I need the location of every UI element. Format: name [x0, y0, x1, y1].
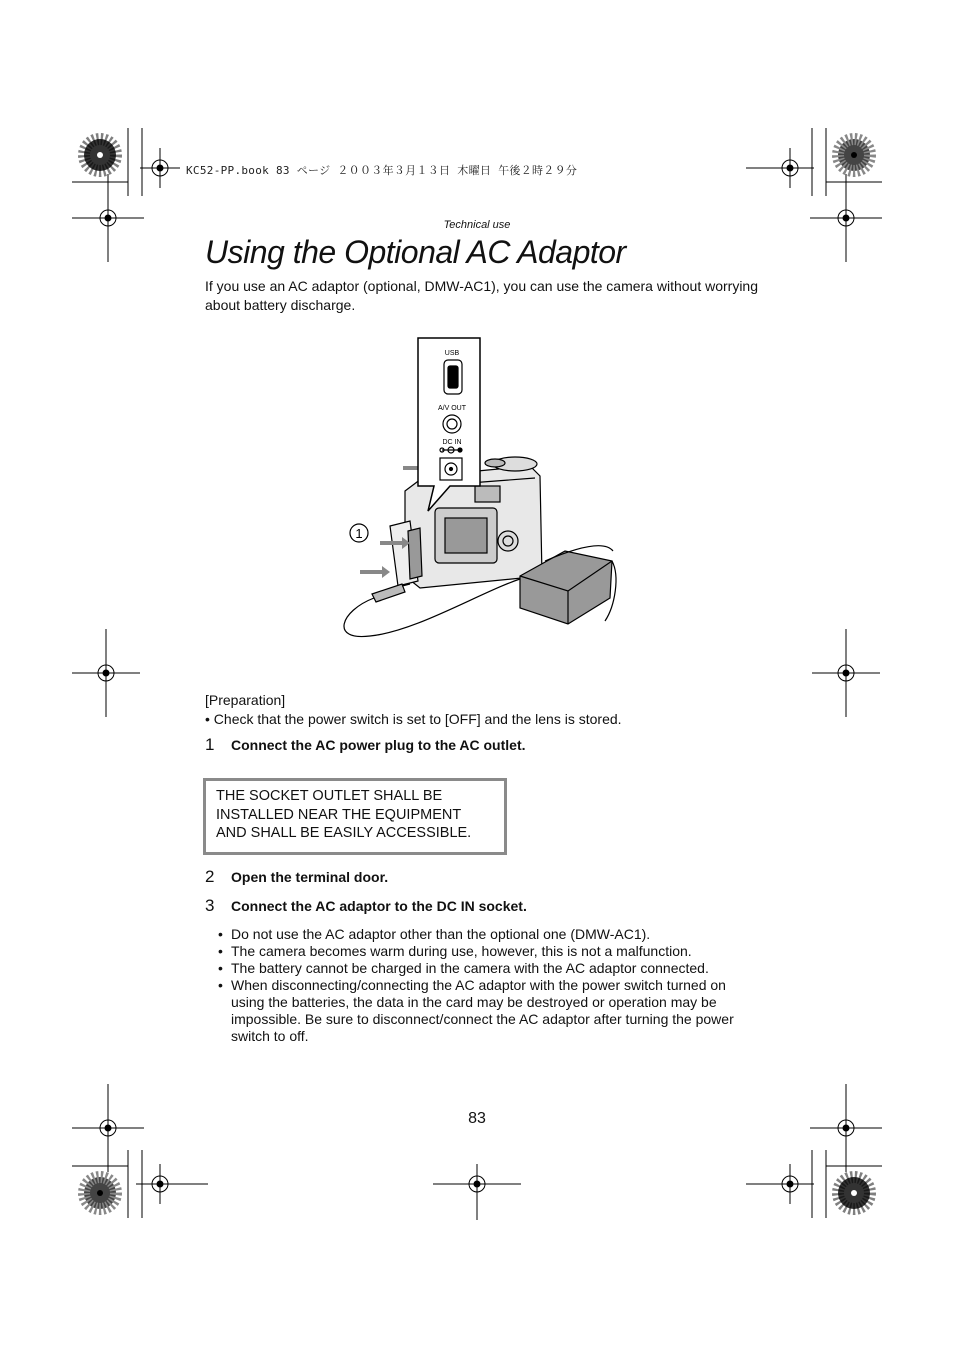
av-out-label: A/V OUT — [437, 405, 467, 412]
preparation-heading: [Preparation] — [205, 692, 286, 708]
step-number: 1 — [205, 735, 215, 754]
warning-line: AND SHALL BE EASILY ACCESSIBLE. — [216, 825, 472, 841]
step-text: Connect the AC power plug to the AC outlet. — [231, 737, 526, 753]
step-2 — [205, 867, 388, 887]
notes-list — [218, 926, 758, 1045]
callout-marker — [350, 524, 368, 542]
step-number: 2 — [205, 867, 215, 886]
warning-text — [216, 787, 506, 843]
callout-number: 1 — [355, 526, 363, 541]
step-number: 3 — [205, 896, 215, 915]
note-item: • The battery cannot be charged in the camera with the AC adaptor connected. — [218, 960, 758, 977]
page-title: Using the Optional AC Adaptor — [205, 234, 626, 270]
intro-paragraph: If you use an AC adaptor (optional, DMW-AC1), you can use the camera without worrying about battery discharge. — [205, 278, 759, 313]
note-item: • The camera becomes warm during use, however, this is not a malfunction. — [218, 943, 758, 960]
warning-line: THE SOCKET OUTLET SHALL BE — [216, 788, 443, 804]
note-item: • Do not use the AC adaptor other than the optional one (DMW-AC1). — [218, 926, 758, 943]
dc-in-label: DC IN — [442, 439, 462, 446]
step-3 — [205, 896, 527, 916]
step-1 — [205, 735, 526, 755]
section-label: Technical use — [443, 219, 511, 231]
print-header: KC52-PP.book 83 ページ ２００３年３月１３日 木曜日 午後２時２９分 — [186, 164, 578, 177]
page-number: 83 — [468, 1110, 486, 1127]
note-item: • When disconnecting/connecting the AC adaptor with the power switch turned on using the batteries, the data in the card may be destroyed or operation may be impossible. Be sure to disconnect/connect the AC adaptor after turning the power switch to off. — [218, 977, 758, 1045]
camera-ac-adaptor-illustration — [330, 336, 630, 646]
step-text: Open the terminal door. — [231, 869, 389, 885]
warning-line: INSTALLED NEAR THE EQUIPMENT — [216, 806, 462, 823]
usb-label: USB — [444, 350, 460, 357]
step-text: Connect the AC adaptor to the DC IN socket. — [231, 898, 527, 914]
preparation-bullet: • Check that the power switch is set to [OFF] and the lens is stored. — [205, 711, 622, 727]
